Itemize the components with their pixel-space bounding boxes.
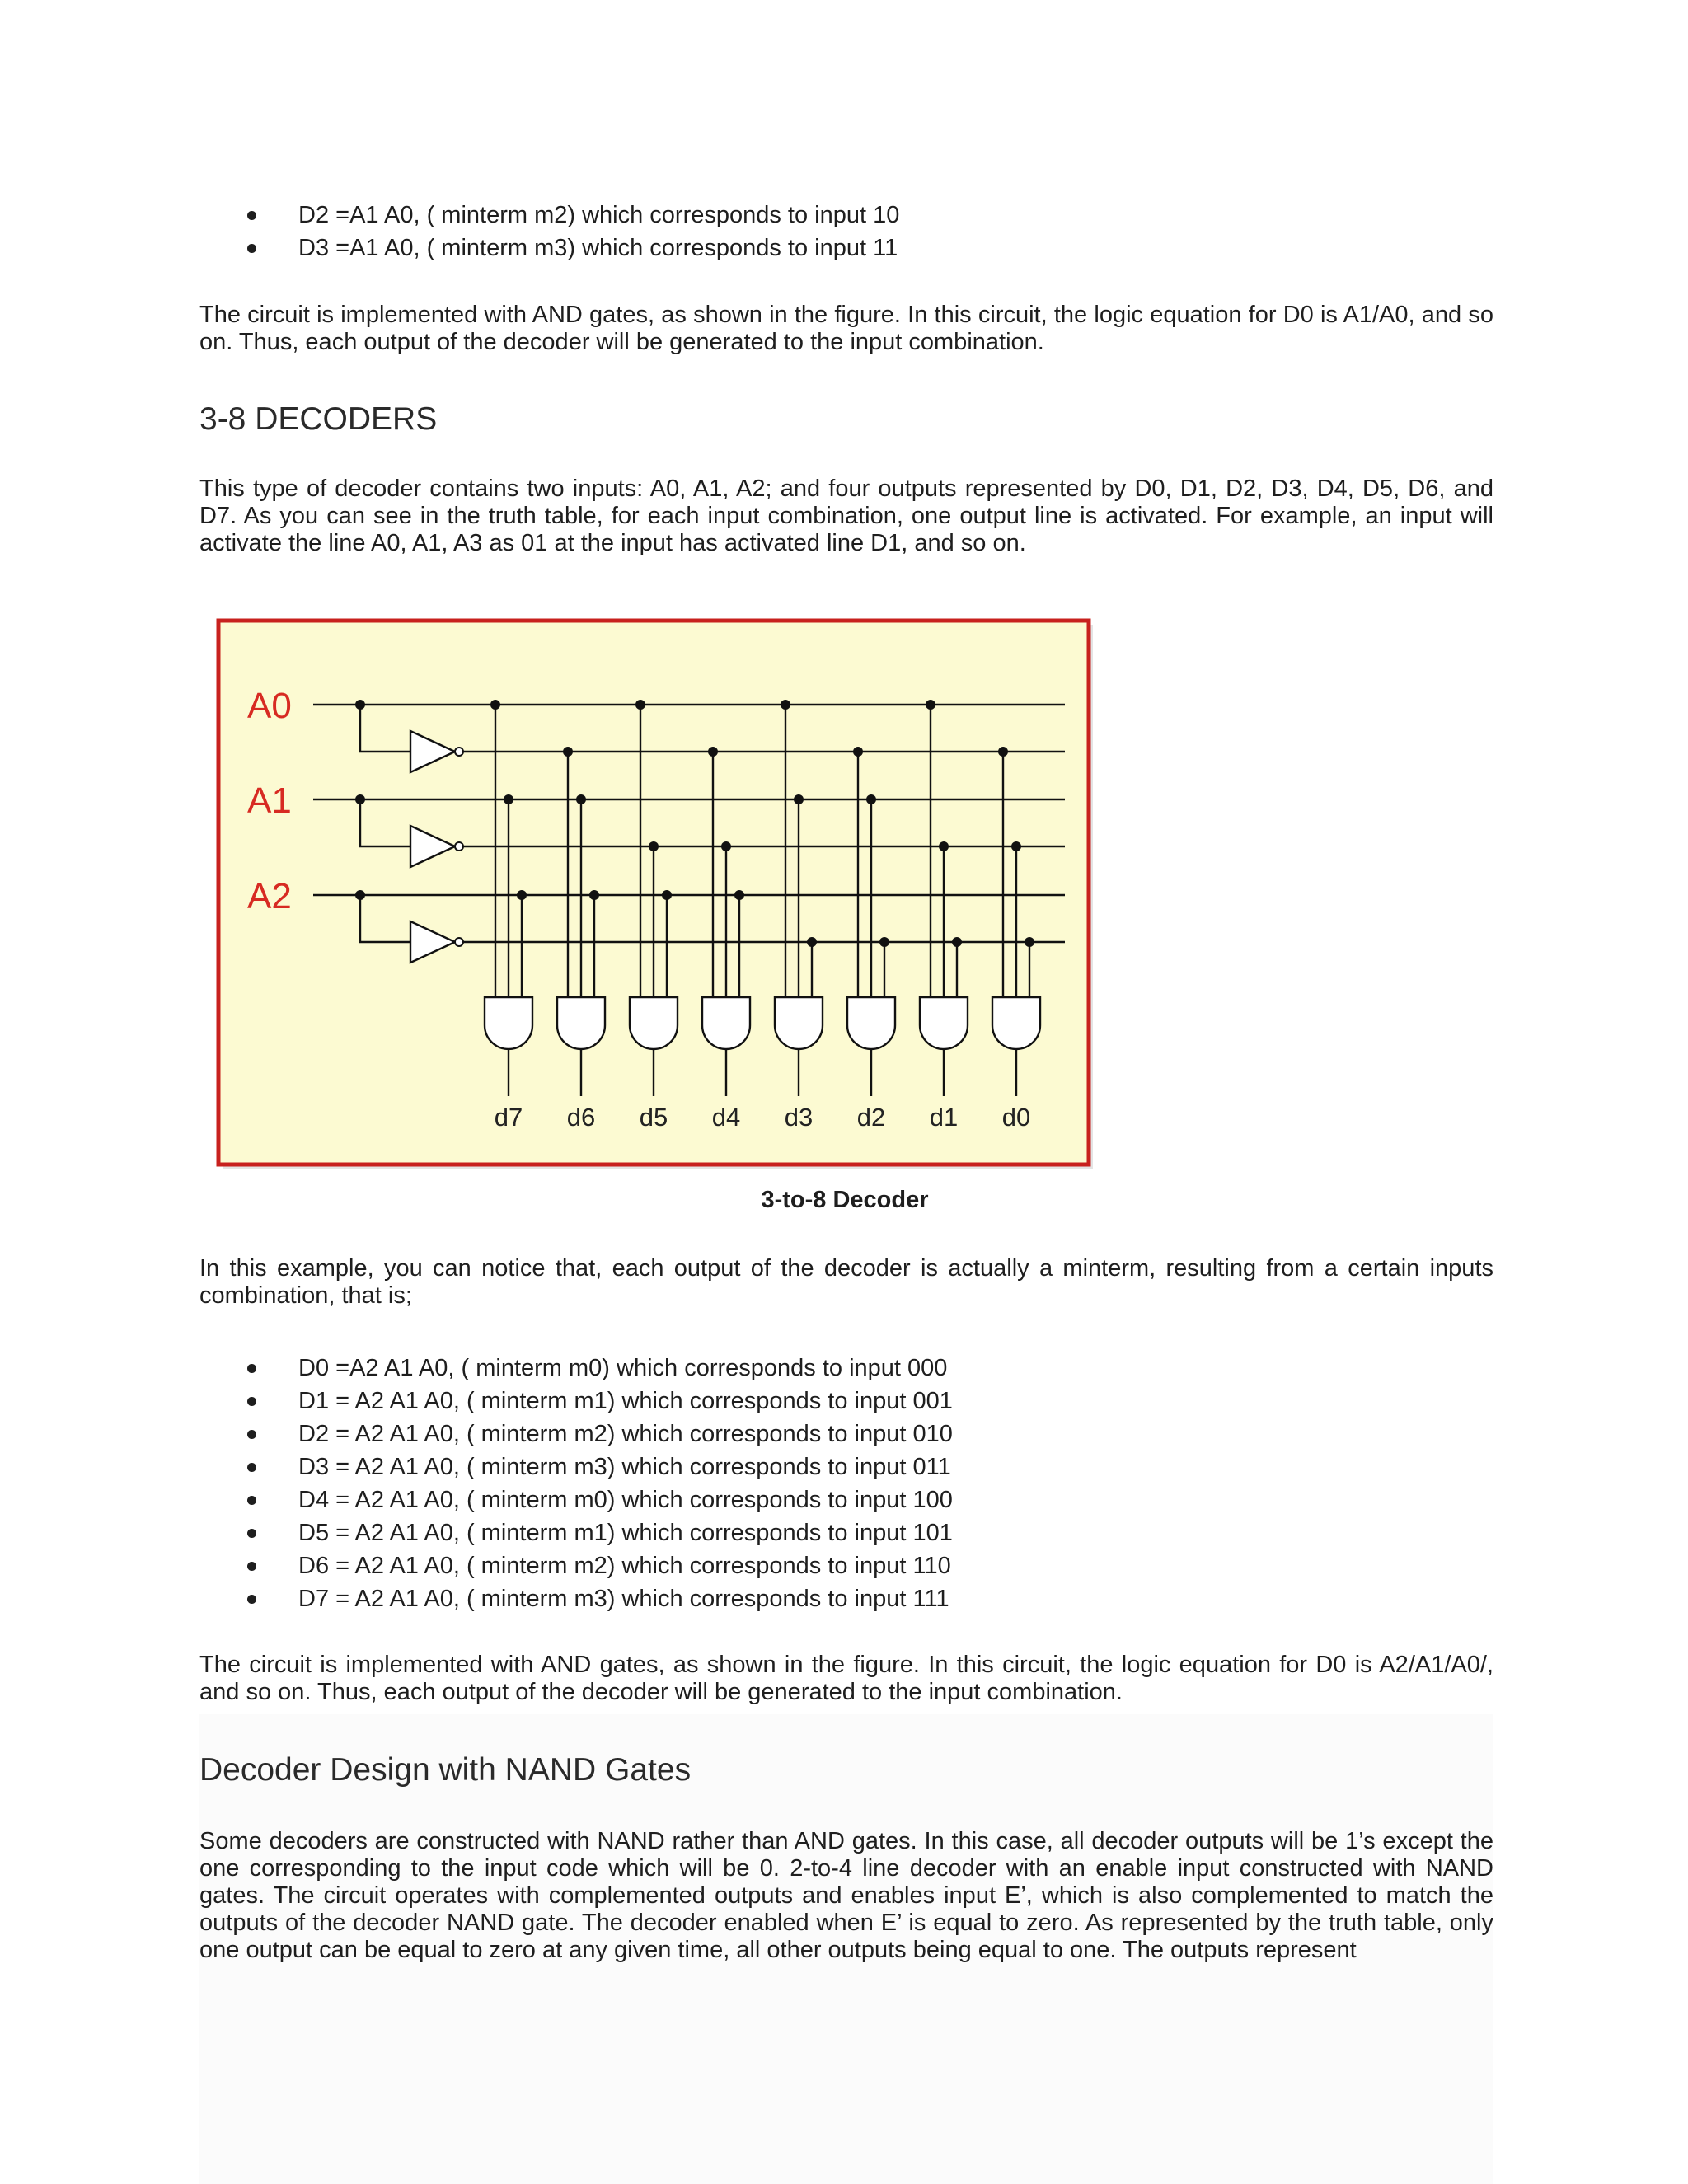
output-label-d3: d3 [784,1103,814,1132]
bullet-dot [247,1463,256,1472]
bullet-dot [247,1364,256,1373]
bullet-dot [247,1430,256,1439]
junction-dot [794,794,804,804]
junction-dot [721,841,731,851]
list-item: D2 = A2 A1 A0, ( minterm m2) which corresponds to input 010 [247,1418,953,1451]
inverter-bubble [455,748,463,756]
section-heading-3-8-decoders: 3-8 DECODERS [199,401,438,437]
inverter-bubble [455,842,463,851]
bullet-dot [247,244,256,253]
bullet-list-3to8 [247,1352,953,1615]
paragraph-nand-decoder: Some decoders are constructed with NAND rather than AND gates. In this case, all decoder outputs will be 1’s except the one corresponding to the input code which will be 0. 2-to-4 line decoder with an enable input constructed with NAND gates. The circuit operates with complemented outputs and enables input E’, which is also complemented to match the outputs of the decoder NAND gate. The decoder enabled when E’ is equal to zero. As represented by the truth table, only one output can be equal to zero at any given time, all other outputs being equal to one. The outputs represent [199,1828,1493,1963]
section-heading-nand-decoder: Decoder Design with NAND Gates [199,1752,692,1788]
list-item: D3 = A2 A1 A0, ( minterm m3) which corresponds to input 011 [247,1451,953,1483]
junction-dot [866,794,876,804]
paragraph-minterm-note: In this example, you can notice that, each output of the decoder is actually a minterm, resulting from a certain inputs combination, that is; [199,1255,1493,1309]
output-label-d6: d6 [566,1103,596,1132]
and-gate-d4 [702,997,750,1049]
paragraph-and-gate-note-3-8: The circuit is implemented with AND gates, as shown in the figure. In this circuit, the logic equation for D0 is A2/A1/A0/, and so on. Thus, each output of the decoder will be generated to the input combination. [199,1652,1493,1705]
and-gate-d3 [775,997,823,1049]
paragraph-3-8-intro: This type of decoder contains two inputs: A0, A1, A2; and four outputs represented by D0, D1, D2, D3, D4, D5, D6, and D7. As you can see in the truth table, for each input combination, one output line is activated. For example, an input will activate the line A0, A1, A3 as 01 at the input has activated line D1, and so on. [199,476,1493,556]
input-label-a0: A0 [247,686,292,726]
paragraph-and-gate-note: The circuit is implemented with AND gates, as shown in the figure. In this circuit, the logic equation for D0 is A1/A0, and so on. Thus, each output of the decoder will be generated to the input combination. [199,302,1493,355]
and-gate-d5 [630,997,678,1049]
bullet-dot [247,1529,256,1538]
bullet-dot [247,211,256,220]
junction-dot [926,700,935,710]
junction-dot [734,890,744,900]
output-label-d1: d1 [929,1103,959,1132]
junction-dot [662,890,672,900]
bullet-dot [247,1496,256,1505]
and-gate-d2 [847,997,895,1049]
bullet-dot [247,1397,256,1406]
output-label-d0: d0 [1001,1103,1031,1132]
input-label-a2: A2 [247,876,292,916]
junction-dot [939,841,949,851]
and-gate-d0 [992,997,1040,1049]
junction-dot [504,794,513,804]
junction-dot [517,890,527,900]
junction-dot [1011,841,1021,851]
and-gate-d1 [920,997,968,1049]
junction-dot [563,747,573,757]
figure-caption: 3-to-8 Decoder [761,1187,929,1213]
junction-dot [649,841,659,851]
inverter-bubble [455,938,463,946]
bullet-dot [247,1595,256,1604]
junction-dot [998,747,1008,757]
list-item: D6 = A2 A1 A0, ( minterm m2) which corresponds to input 110 [247,1549,953,1582]
list-item: D2 =A1 A0, ( minterm m2) which corresponds to input 10 [247,199,899,232]
junction-dot [589,890,599,900]
input-label-a1: A1 [247,780,292,821]
junction-dot [807,937,817,947]
list-item: D0 =A2 A1 A0, ( minterm m0) which corresponds to input 000 [247,1352,953,1385]
output-label-d7: d7 [494,1103,523,1132]
output-label-d5: d5 [639,1103,668,1132]
junction-dot [879,937,889,947]
junction-dot [490,700,500,710]
list-item: D3 =A1 A0, ( minterm m3) which corresponds to input 11 [247,232,899,265]
output-label-d2: d2 [856,1103,886,1132]
bullet-dot [247,1562,256,1571]
junction-dot [1025,937,1034,947]
junction-dot [635,700,645,710]
decoder-circuit-figure [216,618,1095,1170]
list-item: D7 = A2 A1 A0, ( minterm m3) which corresponds to input 111 [247,1582,953,1615]
output-label-d4: d4 [711,1103,741,1132]
junction-dot [576,794,586,804]
junction-dot [708,747,718,757]
junction-dot [781,700,790,710]
junction-dot [952,937,962,947]
decoder-circuit-diagram [216,618,1095,1170]
junction-dot [853,747,863,757]
and-gate-d6 [557,997,605,1049]
list-item: D4 = A2 A1 A0, ( minterm m0) which corresponds to input 100 [247,1483,953,1516]
bullet-list-2to4 [247,199,899,265]
list-item: D1 = A2 A1 A0, ( minterm m1) which corresponds to input 001 [247,1385,953,1418]
list-item: D5 = A2 A1 A0, ( minterm m1) which corresponds to input 101 [247,1516,953,1549]
and-gate-d7 [485,997,532,1049]
